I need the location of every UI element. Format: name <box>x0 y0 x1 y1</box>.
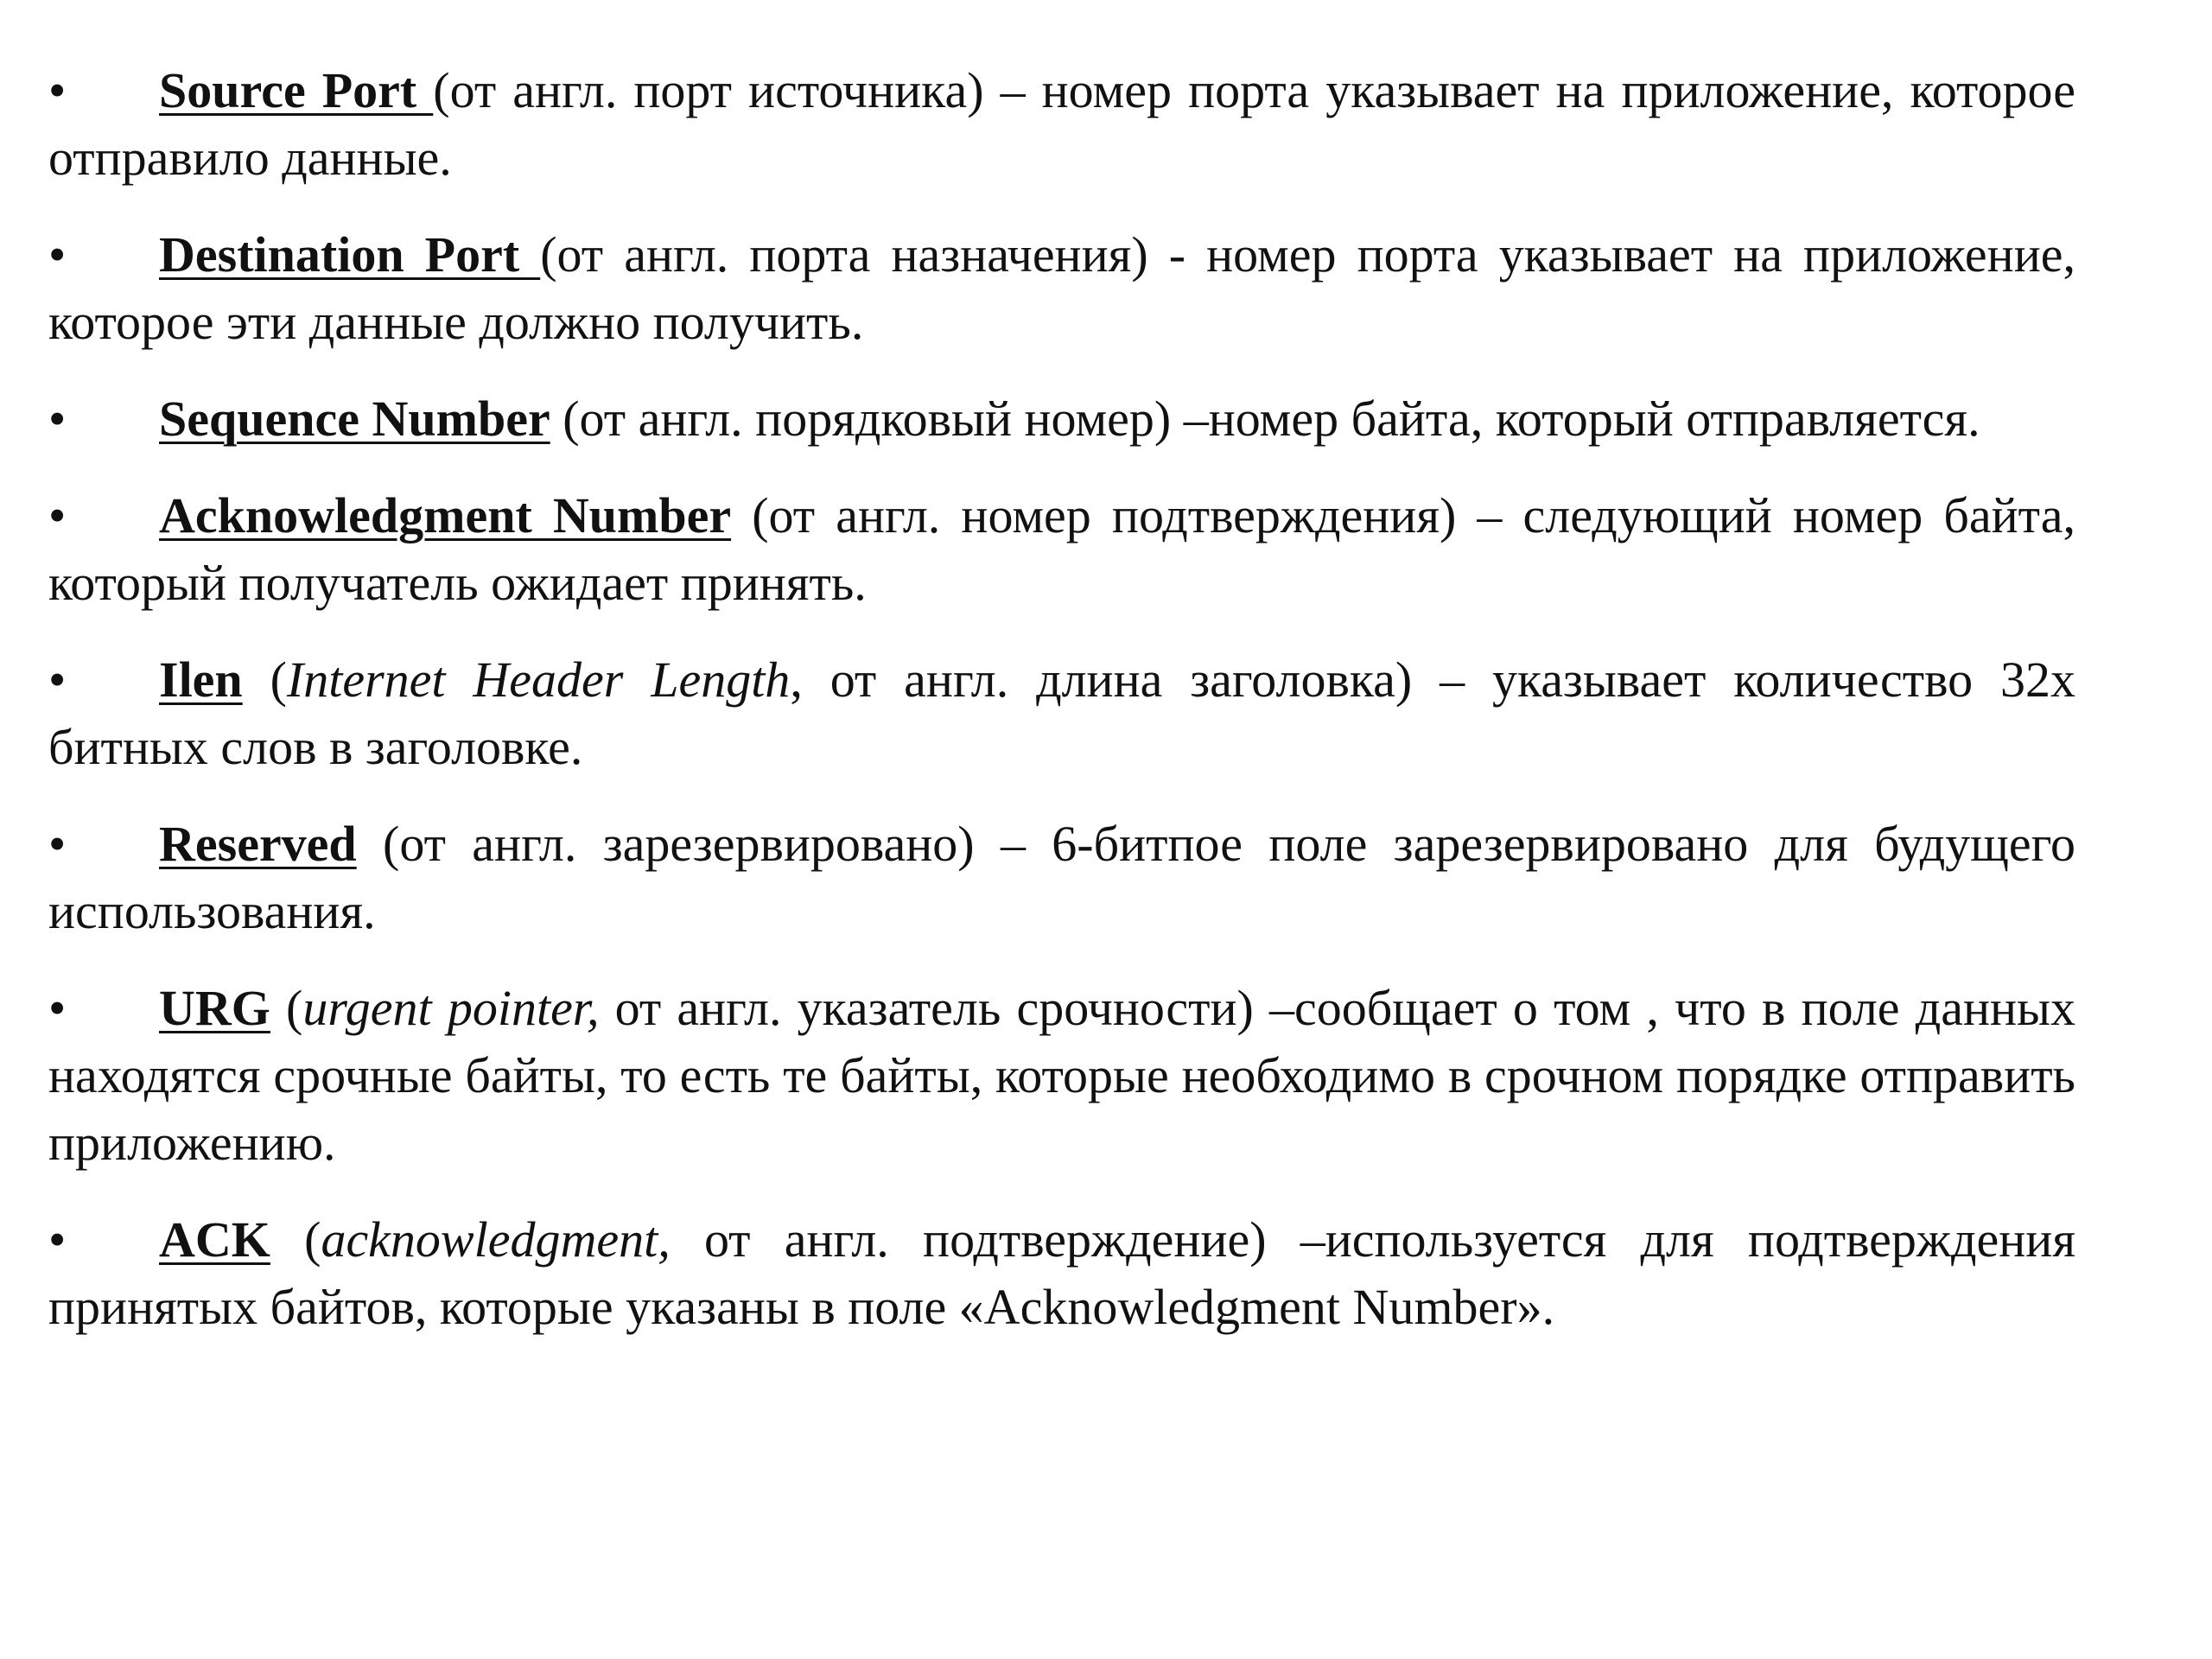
item-description: (от англ. номер подтверждения) – следующий номер байта, который получатель ожидает принять. <box>48 487 2075 611</box>
item-open-paren: ( <box>270 980 303 1036</box>
term-ilen: Ilen <box>159 652 243 708</box>
term-sequence-number: Sequence Number <box>159 391 550 447</box>
term-source-port: Source Port <box>159 62 434 118</box>
list-item-reserved <box>48 810 2075 945</box>
item-italic-phrase: Internet Header Length <box>286 652 791 708</box>
item-italic-phrase: acknowledgment, <box>321 1211 671 1268</box>
item-description: (от англ. порядковый номер) –номер байта, который отправляется. <box>550 391 1980 447</box>
item-description: от англ. указатель срочности) –сообщает о том , что в поле данных находятся срочные байты, то есть те байты, которые необходимо в срочном порядке отправить приложению. <box>48 980 2076 1171</box>
list-item-urg <box>48 975 2075 1177</box>
bullet: • <box>48 816 67 872</box>
list-item-acknowledgment-number <box>48 482 2075 617</box>
item-italic-phrase: urgent pointer, <box>302 980 600 1036</box>
item-description: (от англ. зарезервировано) – 6-битпое поле зарезервировано для будущего использования. <box>48 816 2075 939</box>
term-destination-port: Destination Port <box>159 226 541 283</box>
term-ack: ACK <box>159 1211 270 1268</box>
list-item-source-port <box>48 57 2075 192</box>
list-item-ack <box>48 1206 2075 1341</box>
bullet: • <box>48 980 67 1036</box>
item-description: от англ. подтверждение) –используется для подтверждения принятых байтов, которые указаны в поле «Acknowledgment Number». <box>48 1211 2075 1335</box>
item-description: (от англ. порт источника) – номер порта указывает на приложение, которое отправило данные. <box>48 62 2075 186</box>
bullet: • <box>48 652 67 708</box>
list-item-sequence-number <box>48 385 2075 453</box>
term-urg: URG <box>159 980 270 1036</box>
bullet: • <box>48 226 67 283</box>
item-description: (от англ. порта назначения) - номер порта указывает на приложение, которое эти данные должно получить. <box>48 226 2075 350</box>
term-reserved: Reserved <box>159 816 357 872</box>
list-item-ilen <box>48 646 2075 781</box>
term-acknowledgment-number: Acknowledgment Number <box>159 487 732 543</box>
list-item-destination-port <box>48 221 2075 356</box>
bullet: • <box>48 62 67 118</box>
item-open-paren: ( <box>270 1211 321 1268</box>
item-description: , от англ. длина заголовка) – указывает количество 32х битных слов в заголовке. <box>48 652 2075 775</box>
bullet: • <box>48 487 67 543</box>
slide-content <box>48 57 2075 1370</box>
bullet: • <box>48 391 67 447</box>
bullet: • <box>48 1211 67 1268</box>
item-open-paren: ( <box>242 652 287 708</box>
